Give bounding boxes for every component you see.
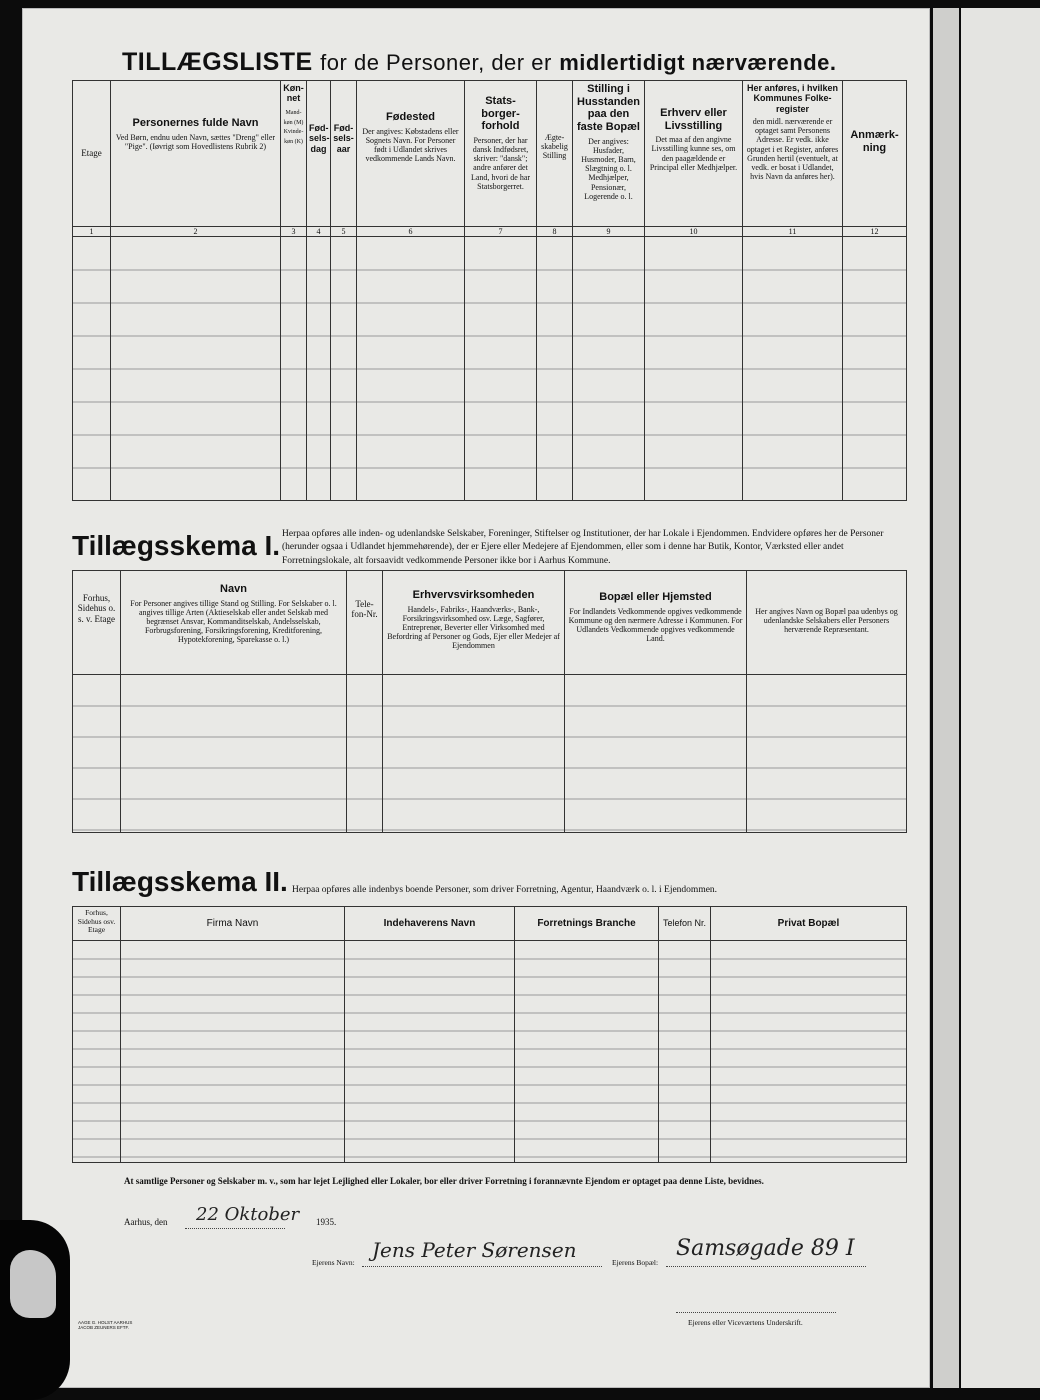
col-marital: Ægte-skabelig Stilling — [537, 81, 573, 227]
col-citizenship: Stats-borger-forhold Personer, der har dansk Indfødsret, skriver: "dansk"; andre anfører det Land, hvori de har Statsborgerret. — [465, 81, 537, 227]
skema1-title: Tillægsskema I. — [72, 530, 281, 561]
skema1-body — [73, 675, 907, 833]
col-remarks: Anmærk-ning — [843, 81, 907, 227]
title-end: midlertidigt nærværende. — [559, 50, 837, 75]
skema2-body — [73, 941, 907, 1163]
place-label: Aarhus, den — [124, 1217, 168, 1227]
skema2-title: Tillægsskema II. — [72, 866, 288, 897]
skema2-table — [72, 906, 907, 1163]
s2-col-etage: Forhus, Sidehus osv. Etage — [73, 907, 121, 941]
s1-col-representant: Her angives Navn og Bopæl paa udenbys og udenlandske Selskabers eller Personers herværende Repræsentant. — [747, 571, 907, 675]
next-page-edge — [961, 8, 1040, 1388]
s2-col-branche: Forretnings Branche — [515, 907, 659, 941]
s1-col-erhverv: Erhvervsvirksomheden Handels-, Fabriks-, Haandværks-, Bank-, Forsikringsvirksomhed osv. Læge, Sagfører, Entreprenør, Beverter eller Virksomhed med Befordring af Personer og Gods, Ejer eller Medejer af Ejendommen — [383, 571, 565, 675]
col-birthplace: Fødested Der angives: Købstadens eller Sognets Navn. For Personer født i Udlandet skrives vedkommende Lands Navn. — [357, 81, 465, 227]
year-label: 1935. — [316, 1217, 337, 1227]
owner-name-label: Ejerens Navn: — [312, 1258, 355, 1267]
col-registry: Her anføres, i hvilken Kommunes Folke-register den midl. nærværende er optaget samt Personens Adresse. Er vedk. ikke optaget i et Register, anføres Grunden hertil (eventuelt, at vedk. er bosat i Udlandet, hvis Navn da anføres her). — [743, 81, 843, 227]
title-middle: for de Personer, der er — [320, 50, 552, 75]
col-etage: Etage — [73, 81, 111, 227]
s1-col-navn: Navn For Personer angives tillige Stand og Stilling. For Selskaber o. l. angives tillige Arten (Aktieselskab eller andet Selskab med begrænset Ansvar, Kommanditselskab, Andelsselskab, Forbrugsforening, Forsikringsforening, Kreditforening, Hypotekforening, Sparekasse o. l.) — [121, 571, 347, 675]
col-name: Personernes fulde Navn Ved Børn, endnu uden Navn, sættes "Dreng" eller "Pige". (Iøvrigt som Hovedlistens Rubrik 2) — [111, 81, 281, 227]
thumbnail-nail — [10, 1250, 56, 1318]
skema2-header — [73, 907, 907, 941]
column-numbers: 1 2 3 4 5 6 7 8 9 10 11 12 — [73, 227, 907, 237]
owner-address-label: Ejerens Bopæl: — [612, 1258, 659, 1267]
skema2-intro: Herpaa opføres alle indenbys boende Personer, som driver Forretning, Agentur, Haandværk o. l. i Ejendommen. — [292, 885, 718, 895]
form-title — [122, 48, 837, 77]
col-birthyear: Fød-sels-aar — [331, 81, 357, 227]
skema1-table — [72, 570, 907, 833]
skema1-header — [73, 571, 907, 675]
col-sex: Køn-net Mand-køn (M) Kvinde-køn (K) — [281, 81, 307, 227]
main-table-header — [73, 81, 907, 227]
owner-name-signature: Jens Peter Sørensen — [372, 1238, 577, 1262]
main-table-body — [73, 237, 907, 501]
skema1-intro: Herpaa opføres alle inden- og udenlandske Selskaber, Foreninger, Stiftelser og Institutioner, der har Lokale i Ejendommen. Endvidere opføres her de Personer (herunder ogsaa i Udlandet hjemmehørende), der er Ejere eller Medejere af Ejendommen, eller som i denne har Butik, Kontor, Værksted eller andet Forretningslokale, alt forsaavidt vedkommende Personer ikke bor i Aarhus Kommune. — [282, 529, 884, 566]
page-edge — [933, 8, 959, 1388]
s2-col-firma: Firma Navn — [121, 907, 345, 941]
s1-col-telefon: Tele-fon-Nr. — [347, 571, 383, 675]
col-household: Stilling i Husstanden paa den faste Bopæl Der angives: Husfader, Husmoder, Barn, Slægtning o. l. Medhjælper, Pensionær, Logerende o. l. — [573, 81, 645, 227]
s1-col-bopael: Bopæl eller Hjemsted For Indlandets Vedkommende opgives vedkommende Kommune og den nærmere Adresse i Kommunen. For Udlandets Vedkommende opgives vedkommende Land. — [565, 571, 747, 675]
s2-col-indehaver: Indehaverens Navn — [345, 907, 515, 941]
owner-address: Samsøgade 89 I — [676, 1236, 855, 1261]
handwritten-date: 22 Oktober — [196, 1204, 300, 1225]
s2-col-bopael: Privat Bopæl — [711, 907, 907, 941]
s1-col-etage: Forhus, Sidehus o. s. v. Etage — [73, 571, 121, 675]
main-register-table — [72, 80, 907, 501]
col-birthday: Fød-sels-dag — [307, 81, 331, 227]
s2-col-telefon: Telefon Nr. — [659, 907, 711, 941]
title-main: TILLÆGSLISTE — [122, 48, 313, 76]
col-occupation: Erhverv eller Livsstilling Det maa af den angivne Livsstilling kunne ses, om den paagældende er Principal eller Medhjælper. — [645, 81, 743, 227]
printer-imprint: AAGE G. HOLST AARHUS JACOB ZEUNERS EFTF. — [78, 1320, 133, 1331]
closing-statement: At samtlige Personer og Selskaber m. v., som har lejet Lejlighed eller Lokaler, bor eller driver Forretning i forannævnte Ejendom er optaget paa denne Liste, bevidnes. — [124, 1176, 764, 1186]
signature-caption: Ejerens eller Viceværtens Underskrift. — [688, 1318, 803, 1327]
